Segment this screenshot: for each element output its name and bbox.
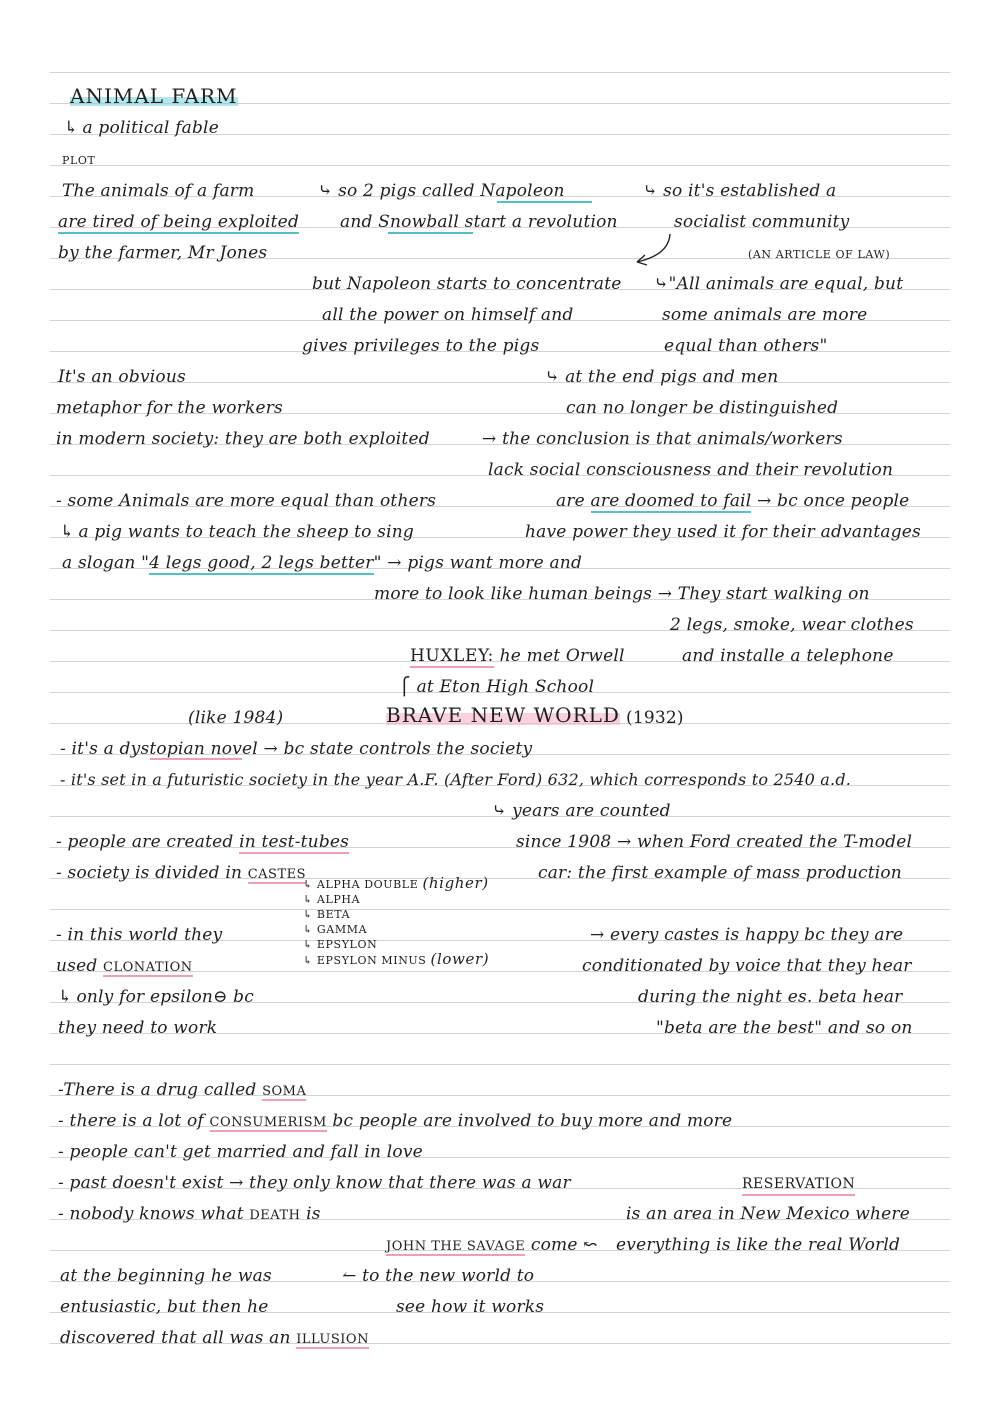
bullet-past: - past doesn't exist → they only know that there was a war (58, 1173, 571, 1193)
conclusion-line-4: have power they used it for their advantages (525, 522, 921, 542)
happy-line-1: → every castes is happy bc they are (590, 925, 904, 945)
ruled-line (50, 909, 950, 910)
test-tubes-text: in test-tubes (239, 832, 350, 852)
slogan-line: a slogan "4 legs good, 2 legs better" → pigs want more and (62, 553, 583, 573)
plot-line-2 (58, 212, 299, 232)
caste-beta: ↳ BETA (303, 908, 351, 921)
caste-alpha-double: ↳ ALPHA DOUBLE (higher) (303, 874, 489, 892)
conclusion-line-1-text: the conclusion is that animals/workers (502, 429, 843, 449)
test-tubes-pre: - people are created (56, 832, 240, 852)
community-line-1: ⤷ so it's established a (643, 181, 837, 201)
castes-pre: - society is divided in (56, 863, 248, 883)
savage-line-2: ↼ to the new world to (342, 1266, 535, 1286)
end-line-2: can no longer be distinguished (566, 398, 839, 418)
animal-farm-title: ANIMAL FARM (70, 84, 238, 108)
metaphor-line-1: It's an obvious (58, 367, 186, 387)
caste-alpha-double-text: ALPHA DOUBLE (316, 878, 419, 891)
years-counted-3: car: the first example of mass production (538, 863, 902, 883)
walking-1: They start walking on (677, 584, 870, 604)
clonation-line-4: they need to work (58, 1018, 218, 1038)
reservation-title: RESERVATION (742, 1174, 855, 1196)
like-1984: (like 1984) (188, 708, 284, 728)
conclusion-line-3: are are doomed to fail → bc once people (556, 491, 910, 511)
pigs-want-2-text: more to look like human beings (374, 584, 653, 604)
plot-line-1: The animals of a farm (62, 181, 255, 201)
some-animals: - some Animals are more equal than others (56, 491, 437, 511)
ruled-line (50, 165, 950, 166)
quote-line-1-text: "All animals are equal, but (668, 274, 904, 294)
revolution-line-1-text: so 2 pigs called Napoleon (338, 181, 565, 201)
revolution-line-1: ⤷ so 2 pigs called Napoleon (318, 181, 565, 201)
bullet-consumerism-post: bc people are involved to buy more and more (326, 1111, 733, 1131)
conclusion-line-3-b: bc once people (777, 491, 910, 511)
happy-line-3: during the night es. beta hear (638, 987, 903, 1007)
slogan-pre: a slogan " (62, 553, 150, 573)
clonation-pre: used (56, 956, 104, 976)
caste-alpha: ↳ ALPHA (303, 893, 361, 906)
savage-name: JOHN THE SAVAGE (386, 1239, 526, 1254)
doomed-to-fail: are doomed to fail (590, 491, 752, 511)
savage-line-3: see how it works (396, 1297, 545, 1317)
caste-lower: (lower) (430, 950, 490, 968)
pigs-want-2: more to look like human beings → They start walking on (374, 584, 870, 604)
caste-epsylon-minus-text: EPSYLON MINUS (316, 954, 427, 967)
castes-line (56, 863, 306, 885)
bnw-line-2: - it's set in a futuristic society in the year A.F. (After Ford) 632, which corresponds to 2540 a.d. (60, 770, 852, 789)
bullet-death (58, 1204, 321, 1226)
clonation-word: CLONATION (103, 960, 193, 975)
bullet-soma-pre: -There is a drug called (58, 1080, 263, 1100)
happy-line-2: conditionated by voice that they hear (582, 956, 912, 976)
sheep-line: ↳ a pig wants to teach the sheep to sing (60, 522, 414, 542)
napoleon-power-2: all the power on himself and (322, 305, 574, 325)
years-counted-1: ⤷ years are counted (492, 801, 671, 821)
bnw-year: (1932) (626, 708, 684, 728)
caste-alpha-text: ALPHA (316, 893, 361, 906)
caste-epsylon-minus: ↳ EPSYLON MINUS (lower) (303, 950, 490, 968)
caste-higher: (higher) (422, 874, 489, 892)
caste-list (303, 874, 490, 968)
community-line-2: socialist community (674, 212, 850, 232)
clonation-line-2 (56, 956, 193, 978)
huxley-name: HUXLEY: (410, 646, 495, 666)
arrow-to-quote-icon (625, 232, 675, 272)
huxley-eton-text: at Eton High School (416, 677, 595, 697)
consumerism-word: CONSUMERISM (209, 1115, 327, 1130)
beginning-line-3-text: discovered that all was an (60, 1328, 297, 1348)
clonation-line-1: - in this world they (56, 925, 223, 945)
conclusion-line-2: lack social consciousness and their revolution (488, 460, 894, 480)
beginning-line-1: at the beginning he was (60, 1266, 272, 1286)
animal-farm-subtitle: ↳ a political fable (64, 118, 219, 138)
law-tag: (AN ARTICLE OF LAW) (748, 248, 891, 261)
conclusion-line-1: → the conclusion is that animals/workers (482, 429, 843, 449)
bullet-married: - people can't get married and fall in love (58, 1142, 423, 1162)
napoleon-power-3: gives privileges to the pigs (302, 336, 540, 356)
napoleon-underline (497, 201, 592, 203)
bullet-soma (58, 1080, 306, 1102)
quote-line-2: some animals are more (662, 305, 868, 325)
plot-line-2-text: are tired of being exploited (58, 212, 300, 232)
happy-line-4: "beta are the best" and so on (656, 1018, 913, 1038)
walking-2: 2 legs, smoke, wear clothes (670, 615, 914, 635)
caste-gamma: ↳ GAMMA (303, 923, 368, 936)
bnw-title: BRAVE NEW WORLD (386, 703, 620, 727)
quote-line-3: equal than others" (664, 336, 828, 356)
years-counted-1-text: years are counted (512, 801, 671, 821)
caste-gamma-text: GAMMA (316, 923, 368, 936)
castes-word: CASTES (247, 867, 307, 882)
savage-line-2-text: to the new world to (362, 1266, 535, 1286)
beginning-line-2: entusiastic, but then he (60, 1297, 269, 1317)
huxley-rest: he met Orwell (494, 646, 625, 666)
reservation-line-1: is an area in New Mexico where (626, 1204, 910, 1224)
bullet-consumerism-pre: - there is a lot of (58, 1111, 210, 1131)
metaphor-line-3: in modern society: they are both exploited (56, 429, 430, 449)
metaphor-line-2: metaphor for the workers (56, 398, 283, 418)
community-line-1-text: so it's established a (663, 181, 837, 201)
slogan-post: " (373, 553, 382, 573)
huxley-line (410, 646, 625, 666)
slogan-text: 4 legs good, 2 legs better (149, 553, 374, 573)
test-tubes-line (56, 832, 349, 852)
walking-3: and installe a telephone (682, 646, 894, 666)
end-line-1-text: at the end pigs and men (565, 367, 779, 387)
pigs-want-1: pigs want more and (407, 553, 583, 573)
savage-line: JOHN THE SAVAGE come ↜ (386, 1235, 598, 1255)
ruled-line (50, 1064, 950, 1065)
quote-line-1: ⤷"All animals are equal, but (654, 274, 904, 294)
clonation-line-3: ↳ only for epsilon⊖ bc (58, 987, 254, 1007)
ruled-line (50, 72, 950, 73)
dystopian-underline (150, 758, 242, 760)
snowball-underline (388, 232, 473, 234)
napoleon-power-1: but Napoleon starts to concentrate (312, 274, 622, 294)
bullet-consumerism (58, 1111, 732, 1133)
bullet-death-pre: - nobody knows what (58, 1204, 250, 1224)
huxley-eton: ⎧ at Eton High School (398, 677, 595, 697)
beginning-line-3 (60, 1328, 369, 1350)
caste-beta-text: BETA (316, 908, 351, 921)
caste-epsylon: ↳ EPSYLON (303, 938, 378, 951)
reservation-line-2: everything is like the real World (616, 1235, 901, 1255)
bullet-death-post: is (300, 1204, 321, 1224)
revolution-line-2: and Snowball start a revolution (340, 212, 618, 232)
years-counted-2: since 1908 → when Ford created the T-model (516, 832, 913, 852)
illusion-word: ILLUSION (296, 1332, 369, 1347)
plot-label: PLOT (62, 154, 96, 167)
death-word: DEATH (249, 1208, 301, 1223)
savage-come: come (525, 1235, 578, 1255)
caste-epsylon-text: EPSYLON (316, 938, 378, 951)
end-line-1: ⤷ at the end pigs and men (545, 367, 779, 387)
bnw-line-1: - it's a dystopian novel → bc state controls the society (60, 739, 533, 759)
plot-line-3: by the farmer, Mr Jones (58, 243, 268, 263)
soma-word: SOMA (262, 1084, 307, 1099)
